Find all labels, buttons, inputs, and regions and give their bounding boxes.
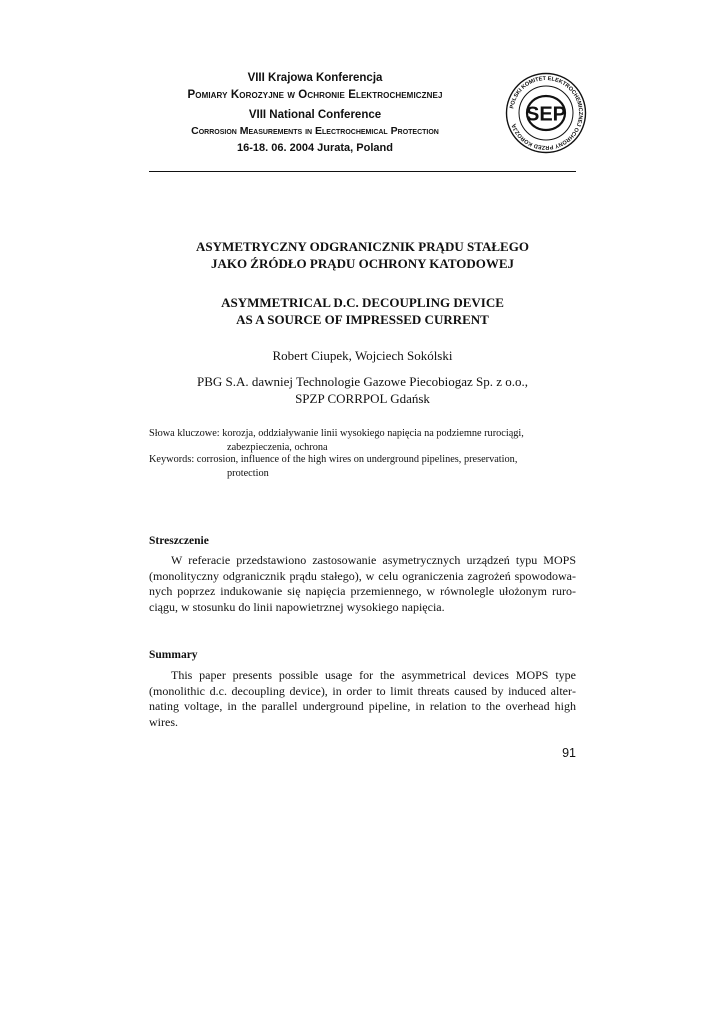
logo-ring-text: POLSKI KOMITET ELEKTROCHEMICZNEJ OCHRONY PRZED KOROZJĄ <box>509 75 584 151</box>
page-number: 91 <box>562 746 576 760</box>
keywords-en <box>149 453 576 480</box>
affiliation <box>149 373 576 407</box>
abstract-en-heading: Summary <box>149 649 198 661</box>
paper-title-en-line2: AS A SOURCE OF IMPRESSED CURRENT <box>236 312 489 327</box>
keywords-en-line2: protection <box>227 467 269 479</box>
keywords-pl-line1: Słowa kluczowe: korozja, oddziaływanie linii wysokiego napięcia na podziemne rurociągi, <box>149 428 524 439</box>
paper-title-en <box>149 294 576 328</box>
abstract-pl-heading: Streszczenie <box>149 535 209 547</box>
affiliation-line2: SPZP CORRPOL Gdańsk <box>295 391 430 406</box>
affiliation-line1: PBG S.A. dawniej Technologie Gazowe Piecobiogaz Sp. z o.o., <box>196 374 528 389</box>
keywords-pl <box>149 427 576 454</box>
keywords-en-line1: Keywords: corrosion, influence of the high wires on underground pipelines, preservation, <box>149 454 518 465</box>
authors: Robert Ciupek, Wojciech Sokólski <box>272 348 453 363</box>
paper-title-pl-line1: ASYMETRYCZNY ODGRANICZNIK PRĄDU STAŁEGO <box>196 239 529 254</box>
paper-title-en-line1: ASYMMETRICAL D.C. DECOUPLING DEVICE <box>221 295 504 310</box>
conference-subtitle-pl: Pomiary Korozyjne w Ochronie Elektrochemicznej <box>187 89 443 101</box>
conference-date-place: 16-18. 06. 2004 Jurata, Poland <box>237 142 393 154</box>
conference-subtitle-en: Corrosion Measurements in Electrochemical Protection <box>191 125 439 137</box>
keywords-pl-line2: zabezpieczenia, ochrona <box>227 441 328 453</box>
conference-title-en: VIII National Conference <box>248 109 382 121</box>
paper-title-pl <box>149 238 576 272</box>
logo-center-text: SEP <box>525 103 567 126</box>
conference-title-pl: VIII Krajowa Konferencja <box>247 72 383 84</box>
sep-committee-logo <box>505 72 587 154</box>
abstract-en-text: This paper presents possible usage for the asymmetrical devices MOPS type (monolithic d.c. decoupling device), in order to limit threats caused by induced alternating voltage, in the parallel underground pipeline, in relation to the overhead high wires. <box>149 668 576 729</box>
header-divider <box>149 171 576 172</box>
paper-title-pl-line2: JAKO ŹRÓDŁO PRĄDU OCHRONY KATODOWEJ <box>210 256 515 271</box>
abstract-pl-text: W referacie przedstawiono zastosowanie asymetrycznych urządzeń typu MOPS (monolityczny odgranicznik prądu stałego), w celu ograniczenia zagrożeń spowodowanych poprzez indukowanie się napięcia przemiennego, w równolegle ułożonym rurociągu, w stosunku do linii napowietrznej wysokiego napięcia. <box>149 553 576 614</box>
